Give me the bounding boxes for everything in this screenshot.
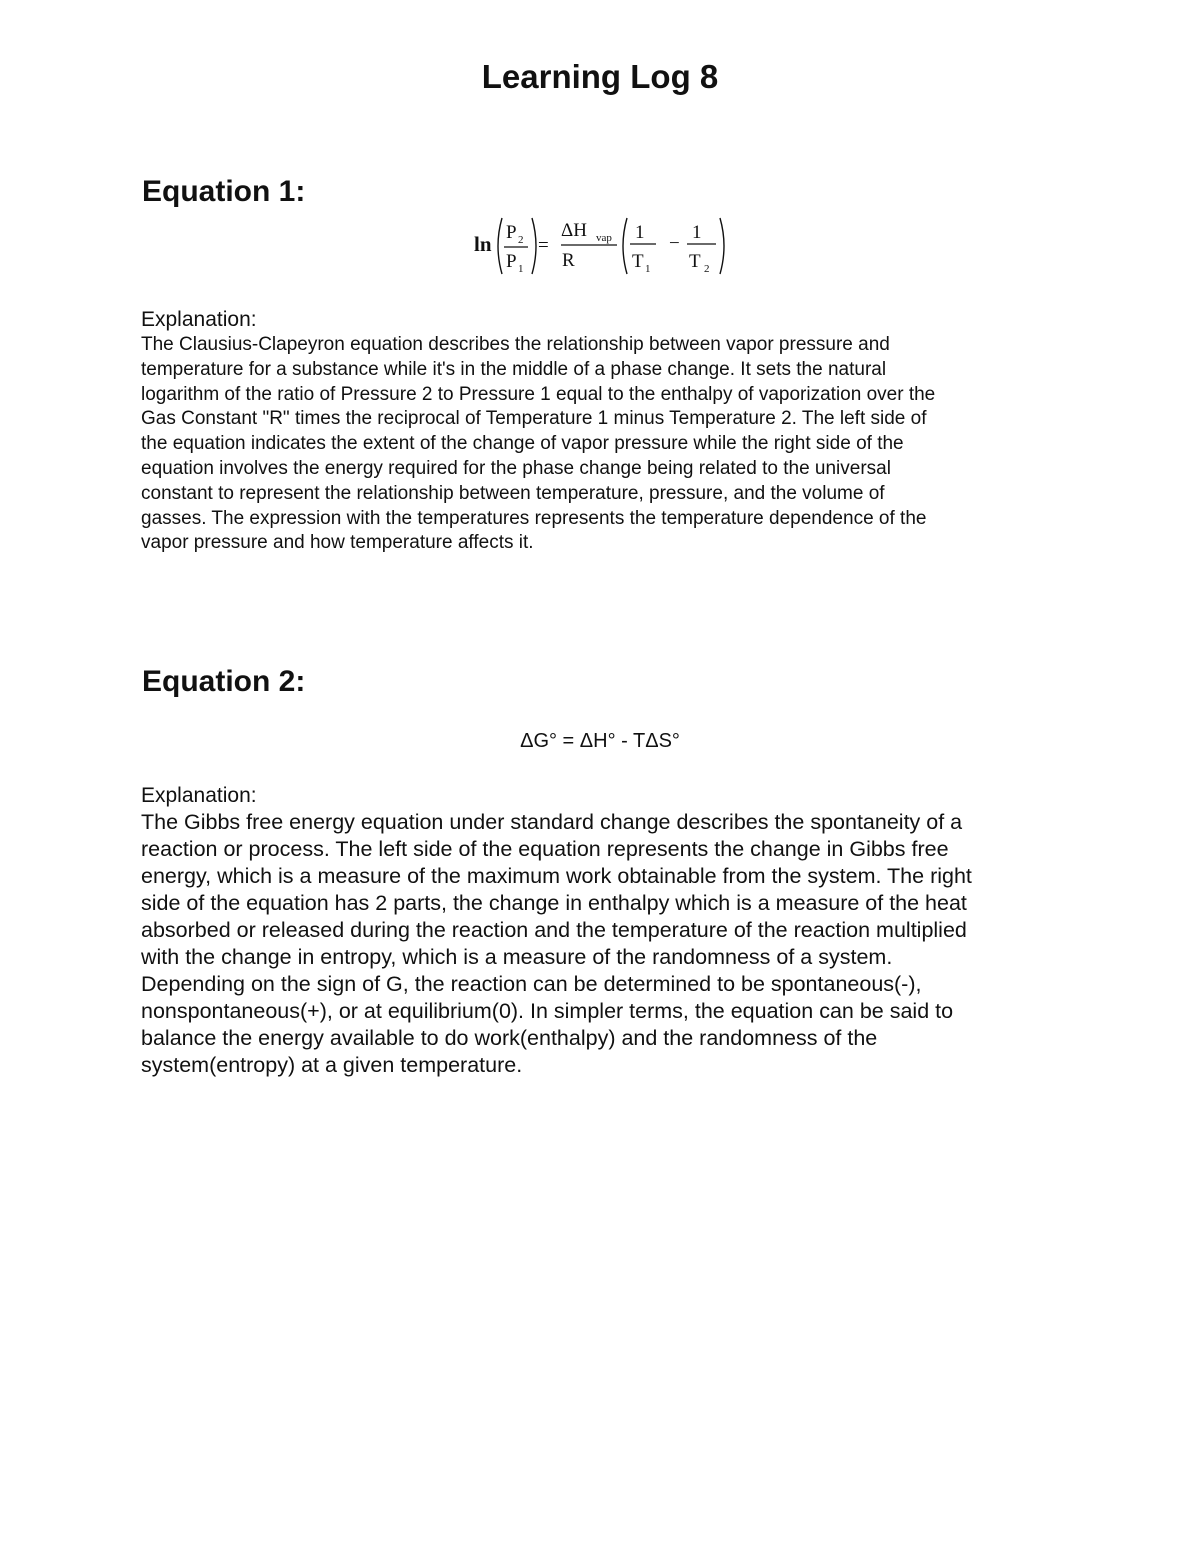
explanation-1-label: Explanation: bbox=[141, 308, 257, 331]
explanation-1-line: vapor pressure and how temperature affects it. bbox=[141, 532, 534, 554]
explanation-2-line: with the change in entropy, which is a measure of the randomness of a system. bbox=[141, 945, 893, 969]
explanation-1-line: constant to represent the relationship between temperature, pressure, and the volume of bbox=[141, 482, 885, 504]
p1-symbol: P bbox=[506, 251, 517, 272]
paren-left-1 bbox=[498, 218, 502, 274]
t1-symbol: T bbox=[632, 251, 644, 272]
explanation-2-label: Explanation: bbox=[141, 784, 257, 807]
ln-label: ln bbox=[474, 232, 492, 256]
gas-constant-r: R bbox=[562, 250, 575, 271]
p1-subscript: 1 bbox=[518, 263, 524, 275]
explanation-2-line: balance the energy available to do work(enthalpy) and the randomness of the bbox=[141, 1026, 878, 1050]
explanation-2-line: The Gibbs free energy equation under standard change describes the spontaneity of a bbox=[141, 810, 963, 834]
explanation-1-line: equation involves the energy required for the phase change being related to the universal bbox=[141, 457, 891, 479]
paren-right-2 bbox=[720, 218, 724, 274]
explanation-1-line: the equation indicates the extent of the change of vapor pressure while the right side of the bbox=[141, 433, 904, 455]
explanation-1-line: Gas Constant "R" times the reciprocal of Temperature 1 minus Temperature 2. The left side of bbox=[141, 408, 927, 430]
explanation-1-line: gasses. The expression with the temperatures represents the temperature dependence of the bbox=[141, 507, 927, 529]
minus-sign: − bbox=[669, 233, 680, 254]
gibbs-free-energy-equation: ΔG° = ΔH° - TΔS° bbox=[520, 730, 680, 752]
one-numerator-a: 1 bbox=[635, 222, 645, 243]
explanation-1-line: The Clausius-Clapeyron equation describes the relationship between vapor pressure and bbox=[141, 334, 890, 355]
t2-subscript: 2 bbox=[704, 263, 710, 275]
one-numerator-b: 1 bbox=[692, 222, 702, 243]
explanation-1-line: temperature for a substance while it's in the middle of a phase change. It sets the natural bbox=[141, 358, 887, 380]
equals-sign: = bbox=[538, 235, 549, 256]
equation-1-heading: Equation 1: bbox=[142, 175, 306, 208]
t2-symbol: T bbox=[689, 251, 701, 272]
explanation-2-line: reaction or process. The left side of the equation represents the change in Gibbs free bbox=[141, 837, 949, 861]
explanation-1-line: logarithm of the ratio of Pressure 2 to Pressure 1 equal to the enthalpy of vaporization over the bbox=[141, 383, 936, 405]
explanation-2-line: energy, which is a measure of the maximum work obtainable from the system. The right bbox=[141, 864, 972, 888]
paren-left-2 bbox=[623, 218, 627, 274]
delta-h-subscript: vap bbox=[596, 232, 612, 244]
delta-h-symbol: ΔH bbox=[561, 220, 587, 241]
explanation-2-line: absorbed or released during the reaction and the temperature of the reaction multiplied bbox=[141, 918, 967, 942]
explanation-2-line: Depending on the sign of G, the reaction can be determined to be spontaneous(-), bbox=[141, 972, 922, 996]
explanation-2-line: side of the equation has 2 parts, the change in enthalpy which is a measure of the heat bbox=[141, 891, 967, 915]
explanation-1-body bbox=[141, 333, 1056, 556]
paren-right-1 bbox=[532, 218, 536, 274]
p2-subscript: 2 bbox=[518, 234, 524, 246]
explanation-2-line: system(entropy) at a given temperature. bbox=[141, 1053, 523, 1077]
clausius-clapeyron-equation bbox=[466, 212, 736, 282]
equation-2-heading: Equation 2: bbox=[142, 665, 306, 698]
explanation-2-line: nonspontaneous(+), or at equilibrium(0). In simpler terms, the equation can be said to bbox=[141, 999, 954, 1023]
t1-subscript: 1 bbox=[645, 263, 651, 275]
page-title: Learning Log 8 bbox=[481, 58, 719, 95]
p2-symbol: P bbox=[506, 222, 517, 243]
explanation-2-body bbox=[141, 809, 1056, 1079]
